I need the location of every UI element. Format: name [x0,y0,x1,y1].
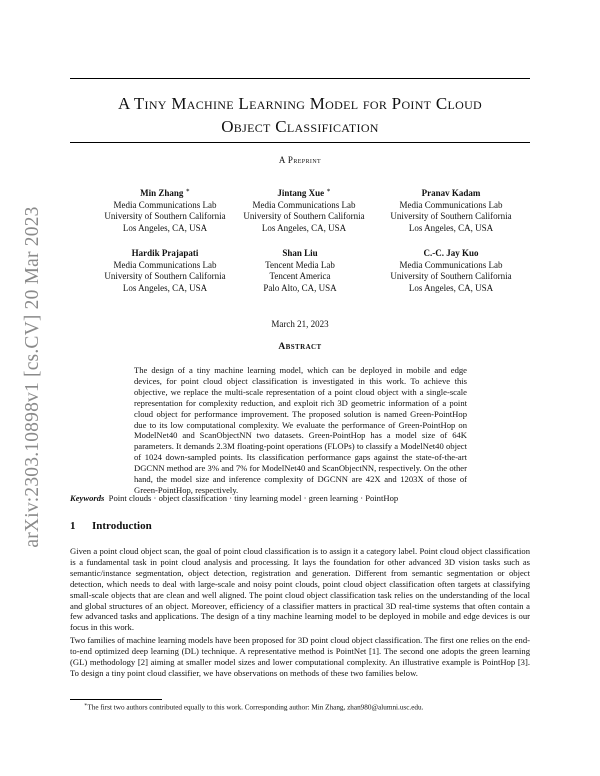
preprint-label: A Preprint [278,155,322,165]
section-title: Introduction [92,520,152,532]
author-name: Shan Liu [282,248,318,258]
author-block [366,246,536,294]
author-affiliation: Tencent Media Lab [265,259,335,270]
arxiv-stamp: arXiv:2303.10898v1 [cs.CV] 20 Mar 2023 [22,206,43,548]
title-top-rule [70,78,530,79]
author-name: Min Zhang [140,188,184,198]
author-mark: ∗ [326,188,331,194]
footnote-mark: ∗ [84,703,88,708]
author-location: Los Angeles, CA, USA [408,282,494,293]
author-block [366,186,536,234]
author-university: University of Southern California [390,271,512,281]
keywords [70,493,530,503]
author-name: Jintang Xue [277,188,325,198]
abstract-text: The design of a tiny machine learning model, which can be deployed in mobile and edge devices, for point cloud object classification is investigated in this work. To achieve this objective, we replace the multi-scale representation of a point cloud object with a single-scale representation for complexity reduction, and exploit rich 3D geometric information of a point cloud object for performance improvement. The proposed solution is named Green-PointHop due to its low computational complexity. We evaluate the performance of Green-PointHop on ModelNet40 and ScanObjectNN two datasets. Green-PointHop has a model size of 64K parameters. It demands 2.3M floating-point operations (FLOPs) to classify a ModelNet40 object of 1024 down-sampled points. Its classification performance gaps against the state-of-the-art DGCNN method are 3% and 7% for ModelNet40 and ScanObjectNN, respectively. On the other hand, the model size and inference complexity of DGCNN are 42X and 1203X of those of Green-PointHop, respectively. [134,365,467,495]
author-location: Palo Alto, CA, USA [263,282,337,293]
author-affiliation: Media Communications Lab [399,199,503,210]
footnote-text: The first two authors contributed equally to this work. Corresponding author: Min Zhang, zhan980@alumni.usc.edu. [87,703,424,712]
author-location: Los Angeles, CA, USA [122,282,208,293]
title-line-2: Object Classification [221,117,379,136]
author-affiliation: Media Communications Lab [113,259,217,270]
keywords-list: Point clouds · object classification · tiny learning model · green learning · PointHop [108,493,399,503]
title-line-1: A Tiny Machine Learning Model for Point Cloud [117,94,483,113]
author-block [219,186,389,234]
abstract-heading: Abstract [278,342,322,352]
section-heading [70,520,152,532]
author-university: University of Southern California [243,211,365,221]
author-location: Los Angeles, CA, USA [408,222,494,233]
author-mark: ∗ [185,188,190,194]
author-location: Los Angeles, CA, USA [261,222,347,233]
footnote-rule [70,699,162,700]
author-affiliation: Media Communications Lab [252,199,356,210]
keywords-label: Keywords [70,493,105,503]
section-number: 1 [70,520,76,532]
author-name: C.-C. Jay Kuo [423,248,479,258]
title-bottom-rule [70,142,530,143]
author-affiliation: Media Communications Lab [113,199,217,210]
author-university: University of Southern California [390,211,512,221]
author-affiliation: Media Communications Lab [399,259,503,270]
author-university: University of Southern California [104,211,226,221]
footnote [84,702,524,711]
author-location: Los Angeles, CA, USA [122,222,208,233]
author-name: Hardik Prajapati [131,248,199,258]
intro-paragraph-1: Given a point cloud object scan, the goal of point cloud classification is to assign it a category label. Point cloud object classification is a fundamental task in point cloud analysis and processing. It lays the foundation for other advanced 3D vision tasks such as semantic/instance segmentation, object detection, registration and generation. Different from semantic segmentation or object detection, which needs to deal with large-scale and noisy point clouds, point cloud object classification often targets at classifying small-scale objects that are clean and well aligned. The point cloud object classification task relies on the understanding of the local and global structures of an object. Moreover, efficiency of a classifier matters in practical 3D real-time systems that often contain a few advanced tasks and applications. The design of a tiny machine learning model to be deployed in mobile and edge devices is our focus in this work. [70,546,530,633]
author-university: University of Southern California [104,271,226,281]
intro-paragraph-2: Two families of machine learning models have been proposed for 3D point cloud object classification. The first one relies on the end-to-end optimized deep learning (DL) technique. A representative method is PointNet [1]. The second one adopts the green learning (GL) methodology [2] aiming at smaller model sizes and lower computational complexity. An illustrative example is PointHop [3]. To design a tiny point cloud classifier, we have observations on methods of these two families below. [70,635,530,678]
paper-title [70,92,530,138]
author-block [215,246,385,294]
author-name: Pranav Kadam [421,188,481,198]
author-university: Tencent America [269,271,331,281]
publication-date: March 21, 2023 [271,319,329,329]
